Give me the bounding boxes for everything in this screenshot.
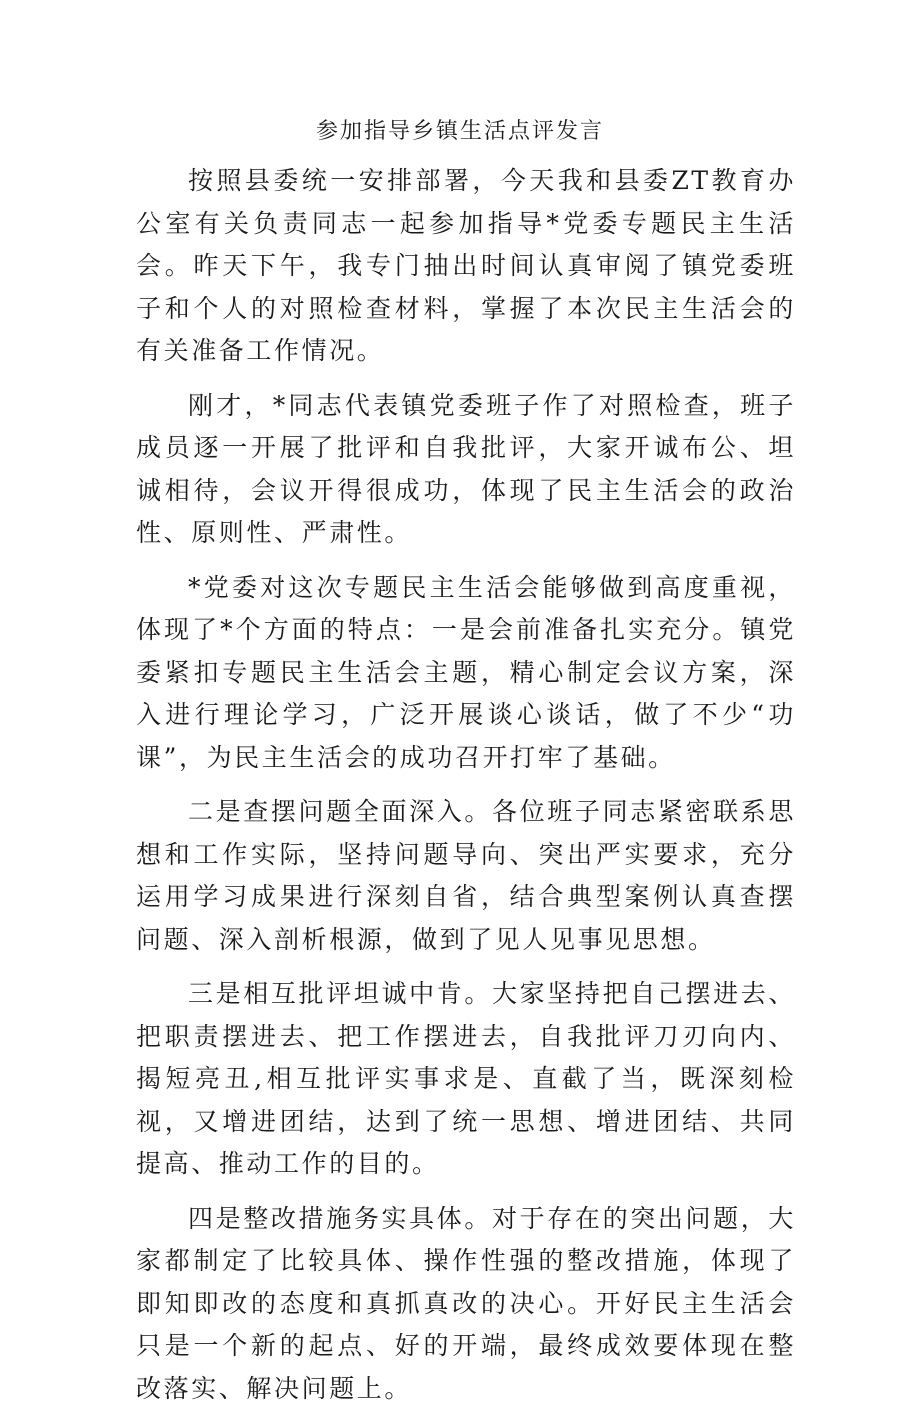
paragraph-feature-four: 四是整改措施务实具体。对于存在的突出问题，大家都制定了比较具体、操作性强的整改措施，体现了即知即改的态度和真抓真改的决心。开好民主生活会只是一个新的起点、好的开端，最终成效要体现在整改落实、解决问题上。 bbox=[136, 1203, 796, 1403]
paragraph-feature-two: 二是查摆问题全面深入。各位班子同志紧密联系思想和工作实际，坚持问题导向、突出严实要求，充分运用学习成果进行深刻自省，结合典型案例认真查摆问题、深入剖析根源，做到了见人见事见思想。 bbox=[136, 797, 796, 954]
document-title: 参加指导乡镇生活点评发言 bbox=[315, 119, 604, 144]
document-body bbox=[136, 160, 796, 1422]
paragraph-feature-one: *党委对这次专题民主生活会能够做到高度重视，体现了*个方面的特点：一是会前准备扎实充分。镇党委紧扣专题民主生活会主题，精心制定会议方案，深入进行理论学习，广泛开展谈心谈话，做了不少“功课”，为民主生活会的成功召开打牢了基础。 bbox=[136, 572, 796, 772]
paragraph-intro: 按照县委统一安排部署，今天我和县委ZT教育办公室有关负责同志一起参加指导*党委专题民主生活会。昨天下午，我专门抽出时间认真审阅了镇党委班子和个人的对照检查材料，掌握了本次民主生活会的有关准备工作情况。 bbox=[136, 166, 796, 365]
paragraph-feature-three: 三是相互批评坦诚中肯。大家坚持把自己摆进去、把职责摆进去、把工作摆进去，自我批评刀刃向内、揭短亮丑,相互批评实事求是、直截了当，既深刻检视，又增进团结，达到了统一思想、增进团结、共同提高、推动工作的目的。 bbox=[136, 979, 796, 1178]
paragraph-review: 刚才，*同志代表镇党委班子作了对照检查，班子成员逐一开展了批评和自我批评，大家开诚布公、坦诚相待，会议开得很成功，体现了民主生活会的政治性、原则性、严肃性。 bbox=[136, 390, 796, 547]
